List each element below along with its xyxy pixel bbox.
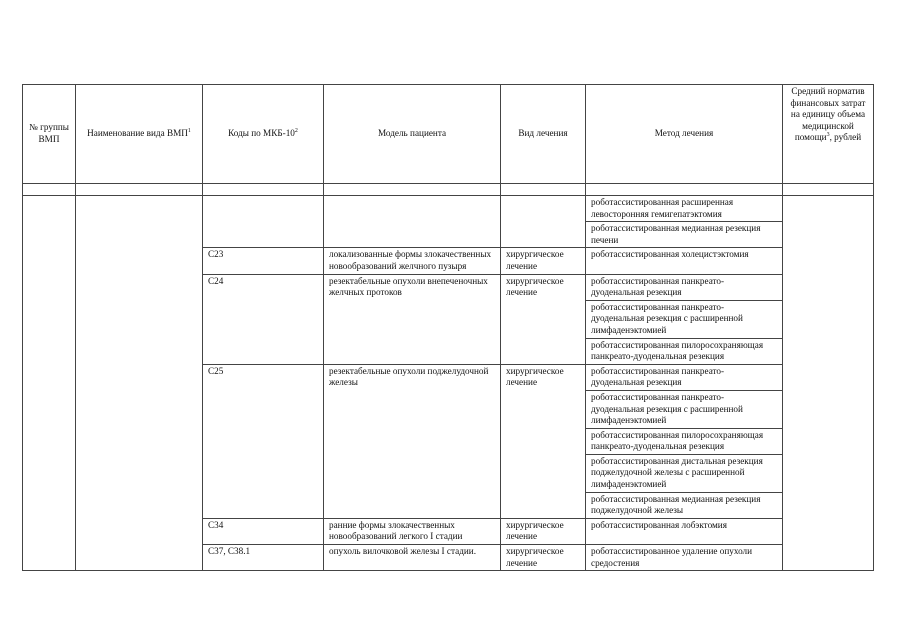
spacer-row (23, 184, 874, 196)
method-cell: роботассистированная пилоросохраняющая панкреато-дуоденальная резекция (586, 428, 783, 454)
group-no-cell (23, 196, 76, 571)
model-cell: ранние формы злокачественных новообразований легкого I стадии (324, 518, 501, 544)
vmp-table (22, 84, 874, 571)
model-cell: резектабельные опухоли поджелудочной железы (324, 364, 501, 518)
header-type: Вид лечения (501, 85, 586, 184)
code-cell: C24 (203, 274, 324, 364)
model-cell (324, 196, 501, 248)
method-cell: роботассистированная пилоросохраняющая панкреато-дуоденальная резекция (586, 338, 783, 364)
model-cell: опухоль вилочковой железы I стадии. (324, 545, 501, 571)
model-cell: резектабельные опухоли внепеченочных желчных протоков (324, 274, 501, 364)
header-name: Наименование вида ВМП$^1$ (76, 85, 203, 184)
table-row (23, 196, 874, 222)
name-cell (76, 196, 203, 571)
method-cell: роботассистированная лобэктомия (586, 518, 783, 544)
method-cell: роботассистированная холецистэктомия (586, 248, 783, 274)
cost-cell (783, 196, 874, 571)
model-cell: локализованные формы злокачественных новообразований желчного пузыря (324, 248, 501, 274)
type-cell (501, 196, 586, 248)
type-cell: хирургическое лечение (501, 274, 586, 364)
header-model: Модель пациента (324, 85, 501, 184)
code-cell (203, 196, 324, 248)
method-cell: роботассистированная панкреато-дуоденальная резекция (586, 364, 783, 390)
method-cell: роботассистированная панкреато-дуоденальная резекция (586, 274, 783, 300)
code-cell: C25 (203, 364, 324, 518)
method-cell: роботассистированная медианная резекция поджелудочной железы (586, 492, 783, 518)
type-cell: хирургическое лечение (501, 545, 586, 571)
header-row (23, 85, 874, 184)
method-cell: роботассистированная панкреато-дуоденальная резекция с расширенной лимфаденэктомией (586, 300, 783, 338)
type-cell: хирургическое лечение (501, 518, 586, 544)
method-cell: роботассистированная панкреато-дуоденальная резекция с расширенной лимфаденэктомией (586, 390, 783, 428)
header-cost: Средний норматив финансовых затрат на единицу объема медицинской помощи$^3$, рублей (783, 85, 874, 184)
method-cell: роботассистированная расширенная левосторонняя гемигепатэктомия (586, 196, 783, 222)
header-group-no: № группы ВМП (23, 85, 76, 184)
header-codes: Коды по МКБ-$10^2$ (203, 85, 324, 184)
method-cell: роботассистированное удаление опухоли средостения (586, 545, 783, 571)
type-cell: хирургическое лечение (501, 248, 586, 274)
code-cell: C23 (203, 248, 324, 274)
method-cell: роботассистированная медианная резекция печени (586, 222, 783, 248)
header-method: Метод лечения (586, 85, 783, 184)
type-cell: хирургическое лечение (501, 364, 586, 518)
code-cell: C34 (203, 518, 324, 544)
method-cell: роботассистированная дистальная резекция поджелудочной железы с расширенной лимфаденэктомией (586, 454, 783, 492)
code-cell: C37, C38.1 (203, 545, 324, 571)
